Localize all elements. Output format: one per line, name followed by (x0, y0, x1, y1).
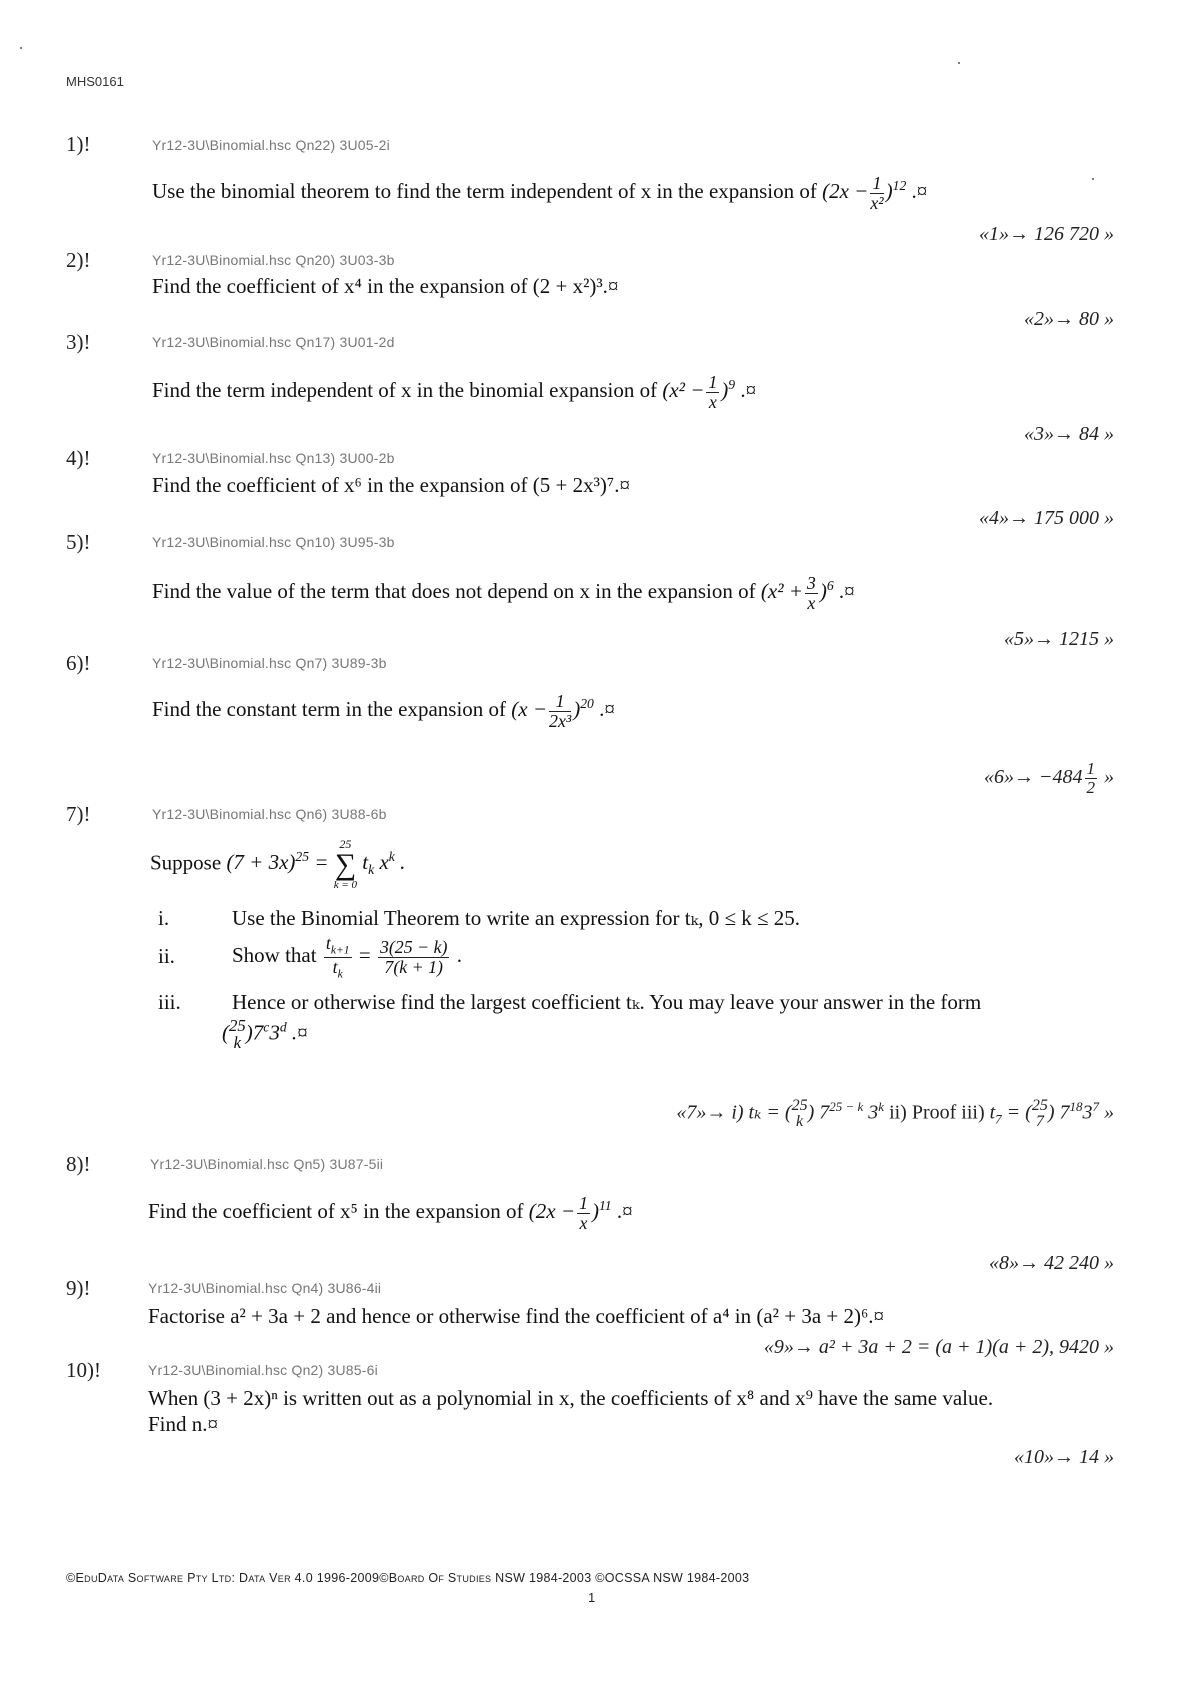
question-3-number: 3)! (66, 330, 91, 354)
question-5-answer: «5»→ 1215 » (1004, 628, 1114, 650)
question-6-prompt: Find the constant term in the expansion of (152, 697, 507, 722)
question-8-prompt: Find the coefficient of x⁵ in the expansion of (148, 1199, 524, 1224)
question-6-expression: (x − $\frac{1}{\text{2x³}}$ )$^{20}$ (511, 691, 594, 731)
question-6-source: Yr12-3U\Binomial.hsc Qn7) 3U89-3b (152, 655, 387, 671)
question-7-part-i-label: i. (158, 906, 170, 930)
question-7-ratio: $\frac{t_{k+1}}{t_k}$ (325, 933, 350, 981)
question-7-expression: $(7 + 3x)^{25}$ = 25 ∑ k = 0 $t_k$ $x^k$ . (226, 837, 406, 891)
question-3-source: Yr12-3U\Binomial.hsc Qn17) 3U01-2d (152, 334, 395, 350)
question-10-answer: «10»→ 14 » (1014, 1446, 1114, 1468)
question-1-source: Yr12-3U\Binomial.hsc Qn22) 3U05-2i (152, 137, 390, 153)
question-1-prompt: Use the binomial theorem to find the term independent of x in the expansion of (152, 179, 817, 204)
question-9-number: 9)! (66, 1276, 91, 1300)
question-3-expression: (x² − $\frac{1}{x}$ )$^9$ (662, 372, 736, 412)
document-id: MHS0161 (66, 74, 124, 89)
question-6-text: Find the constant term in the expansion of (x − $\frac{1}{\text{2x³}}$ )$^{20}$ .¤ (152, 691, 615, 731)
question-7-source: Yr12-3U\Binomial.hsc Qn6) 3U88-6b (152, 806, 387, 822)
question-3-prompt: Find the term independent of x in the binomial expansion of (152, 378, 658, 403)
question-6-number: 6)! (66, 651, 91, 675)
question-10-text: When (3 + 2x)ⁿ is written out as a polynomial in x, the coefficients of x⁸ and x⁹ have the same value. (148, 1386, 994, 1410)
question-7-answer-text: «7»→ i) tₖ = (676, 1101, 780, 1124)
question-6-answer: «6»→ −484 $\frac{1}{2}$ » (984, 759, 1114, 797)
page-footer: ©EduData Software Pty Ltd: Data Ver 4.0 1996-2009©Board Of Studies NSW 1984-2003 ©OCSSA NSW 1984-2003 (66, 1571, 750, 1585)
question-7-prompt: Suppose (150, 850, 222, 875)
question-7-part-ii-text: Show that $\frac{t_{k+1}}{t_k}$ = $\frac{3(25 - k)}{7(k + 1)}$ . (232, 933, 462, 981)
question-10-text-line2: Find n.¤ (148, 1412, 219, 1436)
question-9-answer: «9»→ a² + 3a + 2 = (a + 1)(a + 2), 9420 » (763, 1336, 1114, 1358)
question-6-answer-text: «6»→ −484 (984, 765, 1083, 788)
question-10-number: 10)! (66, 1358, 101, 1382)
question-3-text: Find the term independent of x in the binomial expansion of (x² − $\frac{1}{x}$ )$^9$ .¤ (152, 372, 757, 412)
question-1-number: 1)! (66, 132, 91, 156)
question-8-number: 8)! (66, 1152, 91, 1176)
question-5-prompt: Find the value of the term that does not depend on x in the expansion of (152, 579, 756, 604)
question-9-source: Yr12-3U\Binomial.hsc Qn4) 3U86-4ii (148, 1280, 382, 1296)
question-2-number: 2)! (66, 248, 91, 272)
question-1-text: Use the binomial theorem to find the term independent of x in the expansion of (2x − $\frac{1}{\text{x²}}$ )$^{12}$ .¤ (152, 173, 928, 213)
question-7-text (150, 838, 405, 898)
scan-speck (20, 47, 22, 49)
question-7-part-ii-label: ii. (158, 944, 175, 968)
question-4-text: Find the coefficient of x⁶ in the expansion of (5 + 2x³)⁷.¤ (152, 473, 630, 497)
question-4-source: Yr12-3U\Binomial.hsc Qn13) 3U00-2b (152, 450, 395, 466)
question-5-number: 5)! (66, 530, 91, 554)
question-9-text: Factorise a² + 3a + 2 and hence or otherwise find the coefficient of a⁴ in (a² + 3a + 2)⁶.¤ (148, 1304, 885, 1328)
question-7-part-ii-prompt: Show that (232, 943, 317, 968)
question-2-source: Yr12-3U\Binomial.hsc Qn20) 3U03-3b (152, 252, 395, 268)
question-7-answer: «7»→ i) tₖ = ( 25 k ) $7^{25 - k}$ 3$^k$ ii) Proof iii) $t_7$ = ( 25 7 ) $7^{18}3^7$ » (676, 1097, 1114, 1130)
question-1-expression: (2x − $\frac{1}{\text{x²}}$ )$^{12}$ (822, 173, 907, 213)
page-number: 1 (588, 1590, 596, 1605)
question-2-answer: «2»→ 80 » (1024, 308, 1114, 330)
question-4-answer: «4»→ 175 000 » (979, 507, 1114, 529)
question-2-text: Find the coefficient of x⁴ in the expansion of (2 + x²)³.¤ (152, 274, 619, 298)
question-4-number: 4)! (66, 446, 91, 470)
question-1-answer: «1»→ 126 720 » (979, 223, 1114, 245)
question-5-text: Find the value of the term that does not depend on x in the expansion of (x² + $\frac{3}{x}$ )$^6$ .¤ (152, 573, 855, 613)
scan-speck (958, 62, 960, 64)
question-8-source: Yr12-3U\Binomial.hsc Qn5) 3U87-5ii (150, 1156, 384, 1172)
question-3-answer: «3»→ 84 » (1024, 423, 1114, 445)
question-10-source: Yr12-3U\Binomial.hsc Qn2) 3U85-6i (148, 1362, 378, 1378)
question-7-part-iii-label: iii. (158, 990, 181, 1014)
question-7-part-i-text: Use the Binomial Theorem to write an expression for tₖ, 0 ≤ k ≤ 25. (232, 906, 801, 930)
question-8-text: Find the coefficient of x⁵ in the expansion of (2x − $\frac{1}{x}$ )$^{11}$ .¤ (148, 1193, 633, 1233)
scan-speck (1092, 178, 1094, 180)
question-8-expression: (2x − $\frac{1}{x}$ )$^{11}$ (528, 1193, 612, 1233)
question-7-number: 7)! (66, 802, 91, 826)
question-8-answer: «8»→ 42 240 » (989, 1252, 1114, 1274)
question-7-form: ( 25 k )7$^c$3$^d$ .¤ (222, 1016, 308, 1052)
question-7-part-iii-text: Hence or otherwise find the largest coefficient tₖ. You may leave your answer in the form (232, 990, 982, 1014)
question-5-expression: (x² + $\frac{3}{x}$ )$^6$ (760, 573, 834, 613)
question-5-source: Yr12-3U\Binomial.hsc Qn10) 3U95-3b (152, 534, 395, 550)
question-7-ratio-value: $\frac{3(25 - k)}{7(k + 1)}$ (379, 937, 448, 977)
